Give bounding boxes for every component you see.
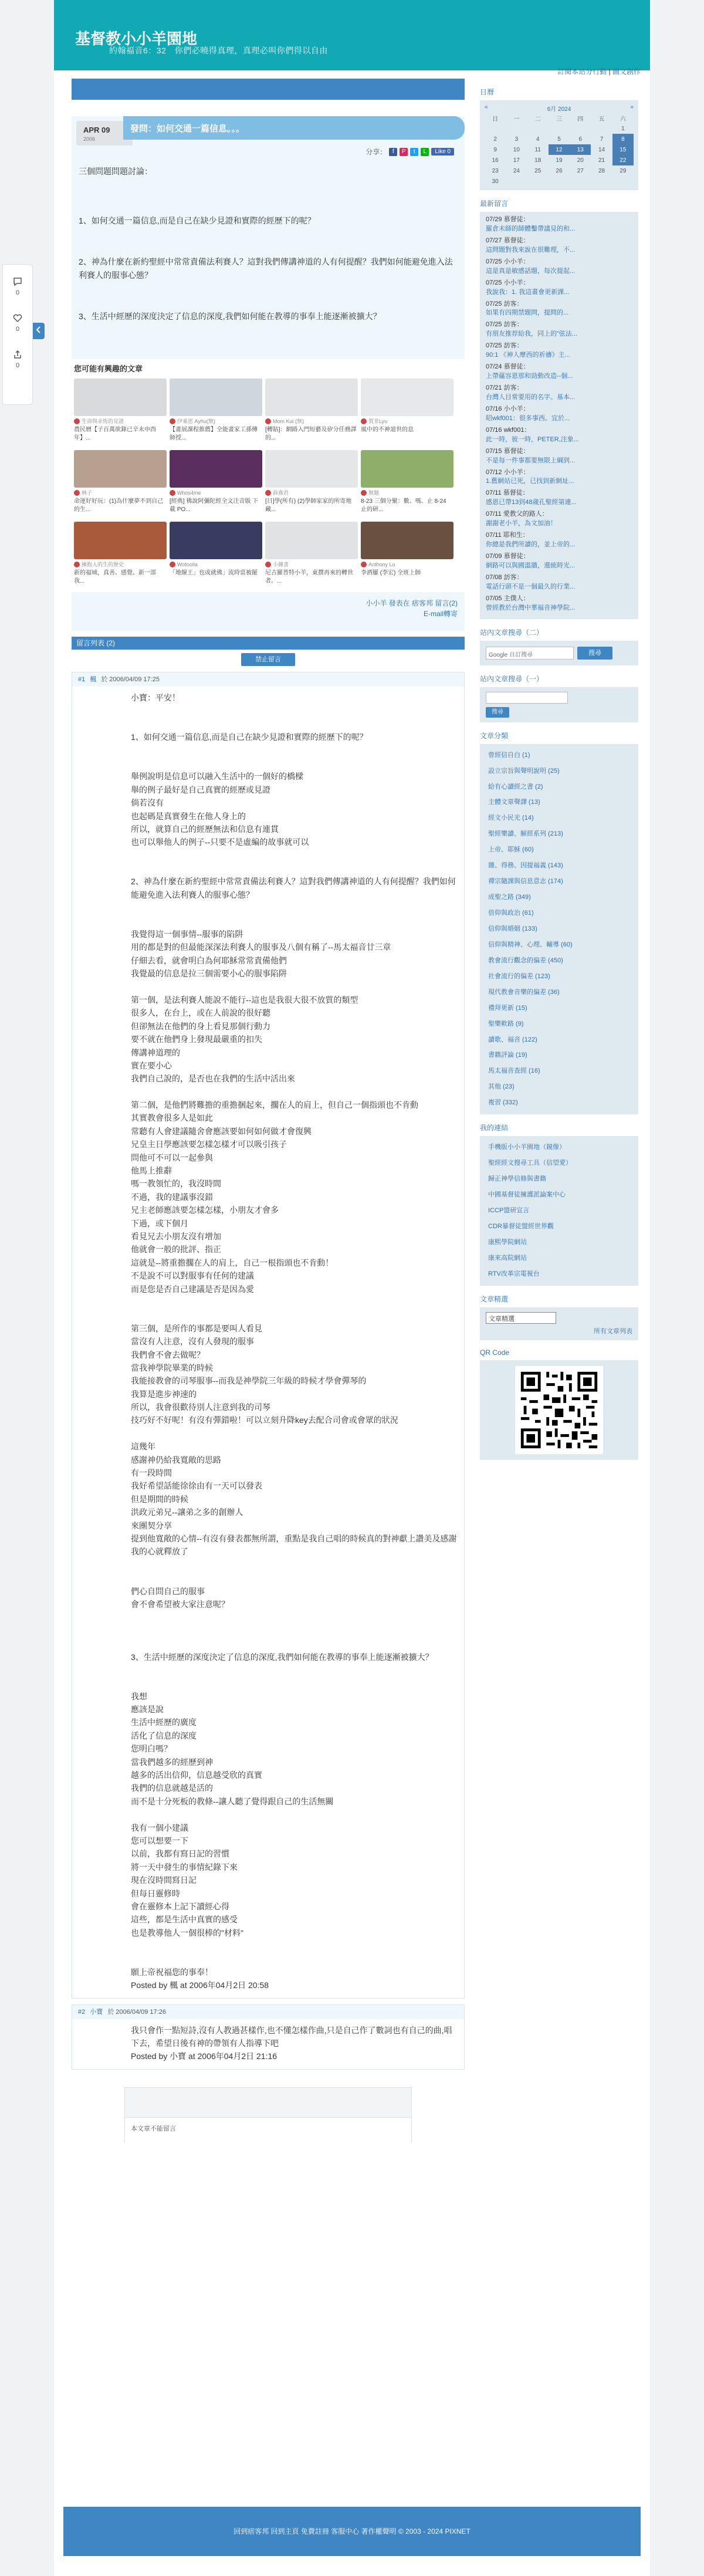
calendar-day[interactable]: 22 bbox=[612, 155, 634, 165]
author-avatar-icon bbox=[265, 562, 271, 567]
recent-comment-text[interactable]: 羅倉未師的師體鑿帶議見的和... bbox=[486, 225, 576, 232]
recent-comment-text[interactable]: 有朋友推荐給我，同上的"弦法... bbox=[486, 330, 578, 338]
calendar-day: 19 bbox=[556, 157, 563, 164]
recent-comment[interactable] bbox=[486, 236, 632, 255]
archive-heading: 文章精選 bbox=[480, 1294, 509, 1303]
calendar-prev[interactable]: « bbox=[485, 104, 488, 110]
sidebar-link[interactable]: CDR暴督徒盟經世界觀 bbox=[488, 1222, 554, 1230]
category-link[interactable]: 複習 (332) bbox=[488, 1099, 518, 1107]
author-avatar-icon bbox=[265, 490, 271, 496]
calendar-day bbox=[612, 176, 634, 187]
float-comment[interactable] bbox=[12, 276, 23, 296]
recent-comment[interactable] bbox=[486, 594, 632, 613]
category-link[interactable]: 聖經樂讀、解經系列 (213) bbox=[488, 830, 563, 838]
comment bbox=[72, 2004, 465, 2070]
author-avatar-icon bbox=[74, 490, 80, 496]
calendar-day: 6 bbox=[578, 136, 583, 143]
category-link[interactable]: 讀歌、福音 (122) bbox=[488, 1036, 537, 1043]
calendar-day: 30 bbox=[492, 178, 499, 185]
post-month-day: APR 09 bbox=[83, 126, 110, 134]
related-author bbox=[361, 418, 453, 425]
post-body bbox=[72, 160, 465, 324]
comments-list bbox=[72, 672, 465, 2070]
recent-comment-date: 07/09 慕督徒： bbox=[486, 553, 530, 560]
subscribe-link[interactable]: 訂閱本站分行動 bbox=[557, 67, 607, 76]
main-column bbox=[72, 79, 465, 2142]
recent-comment-date: 07/11 耶和生： bbox=[486, 532, 529, 539]
calendar-nav bbox=[485, 104, 634, 113]
sidebar-link[interactable]: ICCP盟研宣言 bbox=[488, 1206, 530, 1214]
comment-author[interactable]: 小寶 bbox=[90, 2008, 103, 2016]
calendar-day: 11 bbox=[534, 146, 541, 153]
related-articles bbox=[72, 359, 465, 592]
recent-comment-date: 07/29 慕督徒： bbox=[486, 216, 530, 223]
heart-icon bbox=[12, 313, 23, 323]
recent-comment[interactable] bbox=[486, 300, 632, 319]
related-thumbnail[interactable] bbox=[361, 450, 453, 488]
comment-number: #1 bbox=[78, 675, 86, 683]
related-author-name: 伊萊恩 Ayhu(無) bbox=[177, 418, 215, 424]
related-thumbnail[interactable] bbox=[74, 522, 167, 559]
recent-comment-text[interactable]: 台灣人目常要用的名字。基本... bbox=[486, 393, 576, 401]
calendar-weekday: 日 bbox=[492, 116, 499, 123]
related-thumbnail[interactable] bbox=[361, 378, 453, 416]
category-link[interactable]: 社會流行的偏差 (123) bbox=[488, 972, 550, 980]
recent-comments-heading: 最新留言 bbox=[480, 200, 509, 208]
related-author-name: Whos4me bbox=[177, 489, 201, 496]
sidebar-link[interactable]: 康熙學院網站 bbox=[488, 1238, 527, 1246]
related-thumbnail[interactable] bbox=[74, 378, 167, 416]
author-avatar-icon bbox=[74, 418, 80, 424]
site-search-input[interactable] bbox=[486, 692, 568, 704]
recent-comment-date: 07/25 小小羊： bbox=[486, 279, 530, 286]
calendar-day: 27 bbox=[577, 167, 584, 174]
recent-comment[interactable] bbox=[486, 573, 632, 592]
author-avatar-icon bbox=[170, 490, 175, 496]
category-link[interactable]: 經文小民光 (14) bbox=[488, 814, 534, 822]
related-author bbox=[170, 561, 262, 568]
recent-comment-text[interactable]: 昭wkf001：很多事西。宜於... bbox=[486, 414, 570, 422]
google-search-heading: 站內文章搜尋（二） bbox=[480, 628, 544, 637]
calendar-day: 10 bbox=[513, 146, 520, 153]
site-search-heading: 站內文章搜尋（一） bbox=[480, 674, 544, 683]
calendar-day[interactable]: 12 bbox=[549, 144, 570, 155]
calendar-weekday: 三 bbox=[556, 116, 562, 123]
site-search-box bbox=[480, 687, 638, 722]
calendar-weekday: 五 bbox=[598, 116, 605, 123]
calendar-next[interactable]: » bbox=[630, 104, 634, 110]
author-avatar-icon bbox=[170, 418, 175, 424]
related-author bbox=[265, 561, 358, 568]
post-year: 2006 bbox=[83, 136, 96, 142]
category-link[interactable]: 信仰與婚姻 (133) bbox=[488, 925, 537, 932]
categories-list bbox=[480, 744, 638, 1115]
calendar-heading: 日曆 bbox=[480, 88, 495, 96]
recent-comment[interactable] bbox=[486, 468, 632, 487]
calendar-day: 18 bbox=[534, 157, 541, 164]
share-count: 0 bbox=[15, 362, 20, 369]
related-thumbnail[interactable] bbox=[170, 522, 262, 559]
calendar-day: 7 bbox=[600, 136, 604, 143]
reply-box bbox=[124, 2087, 412, 2142]
related-author-name: 生命與永恆的見證 bbox=[82, 418, 124, 424]
related-article-title[interactable]: [經典] 佛說阿彌陀經全文注音版 下載 PO... bbox=[170, 498, 259, 513]
calendar-day: 20 bbox=[577, 157, 584, 164]
calendar-day: 14 bbox=[598, 146, 605, 153]
leave-comment-button[interactable]: 禁止留言 bbox=[241, 653, 295, 666]
calendar-day bbox=[549, 123, 570, 134]
category-link[interactable]: 雜、得務、因提福義 (143) bbox=[488, 862, 563, 870]
recent-comment-date: 07/27 慕督徒： bbox=[486, 236, 530, 244]
calendar-day: 4 bbox=[536, 136, 540, 143]
sidebar-link[interactable]: 手機版小小羊園地（鏡像） bbox=[488, 1144, 566, 1151]
related-article[interactable] bbox=[170, 450, 262, 518]
related-thumbnail[interactable] bbox=[265, 522, 358, 559]
recent-comment-date: 07/25 訪客： bbox=[486, 300, 523, 307]
recent-comment-date: 07/12 小小羊： bbox=[486, 468, 530, 476]
calendar-day: 5 bbox=[557, 136, 561, 143]
author-avatar-icon bbox=[265, 418, 271, 424]
comments-bar: 留言列表 (2) bbox=[72, 637, 465, 650]
facebook-share-icon[interactable]: f bbox=[389, 148, 397, 156]
categories-heading: 文章分類 bbox=[480, 731, 509, 740]
footer[interactable]: 回到痞客邦 回到主頁 免費註冊 客服中心 著作權聲明 © 2003 - 2024 PIXNET bbox=[63, 2507, 641, 2556]
recent-comment[interactable] bbox=[486, 320, 632, 339]
calendar-day: 29 bbox=[620, 167, 627, 174]
recent-comment[interactable] bbox=[486, 342, 632, 360]
category-link[interactable]: 設立宗旨與聲明說明 (25) bbox=[488, 767, 560, 775]
comment-author[interactable]: 楓 bbox=[90, 675, 97, 683]
calendar-day bbox=[527, 123, 549, 134]
post-paragraph: 三個問題問題討論： bbox=[79, 167, 153, 176]
calendar-day bbox=[506, 123, 527, 134]
calendar-weekday: 六 bbox=[620, 116, 626, 123]
related-author-name: 擁抱人的生的歷史 bbox=[82, 561, 124, 567]
floating-action-bar bbox=[2, 264, 33, 405]
reply-disabled-notice: 本文章不能留言 bbox=[125, 2117, 411, 2143]
recent-comment-text[interactable]: 感恩已帶13到48歲孔聖經第連... bbox=[486, 499, 577, 506]
related-article[interactable] bbox=[361, 378, 453, 447]
recent-comment-date: 07/25 小小羊： bbox=[486, 258, 530, 265]
sidebar bbox=[480, 79, 638, 1460]
related-article[interactable] bbox=[74, 522, 167, 590]
related-article-title[interactable]: 命運好好玩：(1)為什麼夢不到自己的生... bbox=[74, 498, 164, 513]
comment-header bbox=[72, 2005, 464, 2019]
calendar-day bbox=[549, 176, 570, 187]
recent-comment[interactable] bbox=[486, 531, 632, 550]
recent-comment-text[interactable]: 此一時，彼一時，PETER,注象... bbox=[486, 435, 579, 443]
blog-description: 約翰福音6：32 你們必曉得真理，真理必叫你們得以自由 bbox=[109, 46, 328, 55]
related-author bbox=[170, 418, 262, 425]
chevron-left-icon bbox=[36, 326, 42, 333]
related-article-title[interactable]: 【畫展課程推薦】全能畫家工孫傳師授... bbox=[170, 427, 258, 441]
links-list bbox=[480, 1136, 638, 1285]
related-author-name: Mom Kui (無) bbox=[273, 418, 304, 424]
collapse-float-bar[interactable] bbox=[33, 323, 45, 339]
related-author-name: Anthony Lu bbox=[368, 561, 395, 567]
calendar-weekday: 一 bbox=[513, 116, 520, 123]
related-author bbox=[265, 489, 358, 496]
sidebar-link[interactable]: RTV改革宗電視台 bbox=[488, 1270, 540, 1277]
calendar-day: 24 bbox=[513, 167, 520, 174]
calendar-day: 17 bbox=[513, 157, 520, 164]
recent-comment-text[interactable]: 90:1 《神人摩西的祈禱》主... bbox=[486, 351, 570, 359]
category-link[interactable]: 主體文章聲譯 (13) bbox=[488, 799, 540, 806]
related-article-title[interactable]: 8-23 三個分聚：數、嗎、止 8-24 止的研... bbox=[361, 498, 446, 513]
comment-time: 於 2006/04/09 17:25 bbox=[101, 675, 160, 683]
related-article[interactable] bbox=[74, 450, 167, 518]
related-author-name: 賀菲Lyu bbox=[368, 418, 388, 424]
recent-comment-date: 07/05 主僕人： bbox=[486, 594, 530, 602]
related-author-name: 小鐘書 bbox=[273, 561, 289, 567]
all-articles-link[interactable]: 所有文章列表 bbox=[594, 1327, 632, 1335]
top-links: 訂閱本站分行動 | 圖文創作 bbox=[557, 67, 641, 76]
like-button[interactable]: Like 0 bbox=[431, 148, 454, 155]
category-link[interactable]: 其他 (23) bbox=[488, 1083, 515, 1091]
related-article[interactable] bbox=[265, 378, 358, 447]
calendar-day[interactable]: 13 bbox=[570, 144, 591, 155]
category-link[interactable]: 教會流行觀念的偏差 (450) bbox=[488, 956, 563, 964]
related-article[interactable] bbox=[265, 522, 358, 590]
related-author-name: 林子 bbox=[82, 489, 93, 496]
related-article-title[interactable]: 李酒屢 (李宏) 全班上師 bbox=[361, 570, 421, 577]
calendar-day: 3 bbox=[515, 136, 519, 143]
calendar-day: 25 bbox=[534, 167, 541, 174]
recent-comment[interactable] bbox=[486, 384, 632, 403]
archive-box bbox=[480, 1307, 638, 1340]
author-avatar-icon bbox=[170, 562, 175, 567]
post-footer bbox=[72, 592, 465, 619]
sidebar-link[interactable]: 聖經經文搜尋工具（信望愛） bbox=[488, 1159, 572, 1167]
calendar-day: 23 bbox=[492, 167, 499, 174]
recent-comment[interactable] bbox=[486, 489, 632, 508]
calendar-day bbox=[485, 123, 506, 134]
recent-comment[interactable] bbox=[486, 510, 632, 529]
calendar-day bbox=[527, 176, 549, 187]
recent-comment-date: 07/21 訪客： bbox=[486, 384, 523, 391]
related-article[interactable] bbox=[361, 522, 453, 590]
float-like[interactable] bbox=[12, 313, 23, 333]
related-author bbox=[361, 561, 453, 568]
post-paragraph: 3、生活中經歷的深度決定了信息的深度,我們如何能在教導的事奉上能逐漸被擴大？ bbox=[79, 312, 381, 322]
calendar-day[interactable]: 8 bbox=[612, 134, 634, 144]
related-author bbox=[74, 418, 167, 425]
recent-comment-date: 07/25 訪客： bbox=[486, 342, 523, 350]
recent-comment-date: 07/16 wkf001： bbox=[486, 426, 531, 434]
calendar-day bbox=[591, 123, 612, 134]
related-author bbox=[74, 561, 167, 568]
google-search-button[interactable]: 搜尋 bbox=[577, 647, 612, 660]
comment-time: 於 2006/04/09 17:26 bbox=[107, 2008, 166, 2016]
recent-comment[interactable] bbox=[486, 215, 632, 234]
site-search-button[interactable]: 搜尋 bbox=[486, 707, 509, 718]
recent-comment-text[interactable]: 謝謝老小羊，為文加油！ bbox=[486, 520, 557, 528]
related-author bbox=[265, 418, 358, 425]
calendar-table bbox=[485, 113, 634, 187]
post-card bbox=[72, 116, 465, 631]
category-link[interactable]: 成聖之路 (349) bbox=[488, 894, 531, 901]
related-article[interactable] bbox=[170, 378, 262, 447]
email-forward-link[interactable]: E-mail轉寄 bbox=[423, 609, 458, 618]
line-share-icon[interactable]: L bbox=[421, 148, 429, 156]
recent-comment[interactable] bbox=[486, 405, 632, 424]
calendar-day bbox=[570, 123, 591, 134]
related-article-title[interactable]: 尼古羅普特小羊，東撰再來的轉世者。... bbox=[265, 570, 353, 584]
author-avatar-icon bbox=[361, 490, 367, 496]
recent-comment-text[interactable]: 我說我：1. 我這畫會更新課... bbox=[486, 288, 570, 296]
google-search-box bbox=[480, 641, 638, 665]
share-label: 分享： bbox=[365, 148, 387, 156]
category-link[interactable]: 現代教會音樂的偏差 (36) bbox=[488, 988, 560, 996]
category-link[interactable]: 倍仰與政治 (61) bbox=[488, 910, 534, 917]
category-link[interactable]: 馬太福音查經 (16) bbox=[488, 1067, 540, 1075]
calendar-day: 1 bbox=[621, 125, 625, 132]
related-thumbnail[interactable] bbox=[265, 450, 358, 488]
related-article[interactable] bbox=[170, 522, 262, 590]
qr-code bbox=[515, 1366, 603, 1454]
recent-comment-text[interactable]: 如果有四期禁題問，提問的... bbox=[486, 309, 569, 317]
related-title: 您可能有興趣的文章 bbox=[74, 364, 143, 373]
qr-heading: QR Code bbox=[480, 1348, 510, 1357]
top-bar bbox=[72, 79, 465, 100]
calendar-day: 2 bbox=[493, 136, 497, 143]
related-author-name: 薛燕君 bbox=[273, 489, 289, 496]
calendar-weekday: 四 bbox=[577, 116, 584, 123]
calendar-day bbox=[591, 176, 612, 187]
recent-comment-date: 07/25 訪客： bbox=[486, 321, 523, 329]
category-link[interactable]: 禪宗隨課與信息意志 (174) bbox=[488, 878, 563, 885]
comment-icon bbox=[12, 276, 23, 287]
recent-comment[interactable] bbox=[486, 552, 632, 571]
related-thumbnail[interactable] bbox=[361, 522, 453, 559]
comment bbox=[72, 672, 465, 1999]
related-thumbnail[interactable] bbox=[170, 378, 262, 416]
recent-comment-date: 07/15 慕督徒： bbox=[486, 447, 530, 455]
post-footer-line[interactable]: 小小羊 發表在 痞客邦 留言(2) bbox=[365, 599, 458, 607]
related-article-title[interactable]: 風中的不神道世的息 bbox=[361, 427, 414, 434]
recent-comment-text[interactable]: 你總是我們所讀的，並上帝的... bbox=[486, 541, 576, 549]
recent-comment-text[interactable]: 網路可以與國溫牆，還統時光... bbox=[486, 562, 576, 569]
calendar-weekday: 二 bbox=[534, 116, 541, 123]
recent-comment-date: 07/08 訪客： bbox=[486, 573, 523, 581]
twitter-share-icon[interactable]: t bbox=[410, 148, 418, 156]
related-author bbox=[170, 489, 262, 496]
creative-link[interactable]: 圖文創作 bbox=[612, 67, 641, 76]
sidebar-link[interactable]: 歸正神學信條與書籍 bbox=[488, 1175, 546, 1183]
comment-number: #2 bbox=[78, 2008, 86, 2016]
calendar-day bbox=[570, 176, 591, 187]
sidebar-link[interactable]: 中國基督徒擁護派論案中心 bbox=[488, 1191, 566, 1198]
category-link[interactable]: 聖樂軟路 (9) bbox=[488, 1020, 524, 1027]
recent-comment-text[interactable]: 上帶蘊容恩那和勁動改造--個... bbox=[486, 373, 573, 380]
blog-title[interactable]: 基督教小小羊園地 bbox=[75, 30, 198, 48]
plurk-share-icon[interactable]: P bbox=[400, 148, 408, 156]
comment-header bbox=[72, 672, 464, 687]
related-author-name: 無題 bbox=[368, 489, 380, 496]
recent-comment[interactable] bbox=[486, 363, 632, 381]
recent-comment-date: 07/24 慕督徒： bbox=[486, 363, 530, 371]
related-article-title[interactable]: [轉貼]：網路入門短藝及矽分任務譯的... bbox=[265, 427, 357, 441]
post-title[interactable]: 發問：如何交通一篇信息。。。 bbox=[130, 123, 245, 134]
category-link[interactable]: 曾經信自白 (1) bbox=[488, 751, 530, 759]
calendar-day bbox=[506, 176, 527, 187]
comment-body: 我只會作一點短詩,沒有人教過甚樣作,也不懂怎樣作曲,只是自己作了數詞也有自己的曲,唱下去，希望日後有神的帶領有人指導下吧 Posted by 小寶 at 2006年04月2日 21:16 bbox=[131, 2025, 452, 2061]
related-author bbox=[74, 489, 167, 496]
related-author-name: Wotoolla bbox=[177, 561, 198, 567]
recent-comment[interactable] bbox=[486, 279, 632, 298]
calendar-day: 26 bbox=[556, 167, 563, 174]
author-avatar-icon bbox=[361, 562, 367, 567]
recent-comment-text[interactable]: 不是每一件事都要無限上綱到... bbox=[486, 457, 576, 464]
recent-comment[interactable] bbox=[486, 447, 632, 466]
related-thumbnail[interactable] bbox=[265, 378, 358, 416]
recent-comments bbox=[480, 212, 638, 619]
related-article[interactable] bbox=[265, 450, 358, 518]
post-paragraph: 1、如何交通一篇信息,而是自己在缺少見證和實際的經歷下的呢？ bbox=[79, 215, 316, 225]
related-article-title[interactable]: 新的福域，真善、感覺。新一部我... bbox=[74, 570, 156, 584]
category-link[interactable]: 信仰與精神、心理、輔導 (60) bbox=[488, 941, 573, 948]
category-link[interactable]: 禮拜更新 (15) bbox=[488, 1004, 527, 1012]
recent-comment-date: 07/11 愛教父的路人： bbox=[486, 511, 549, 518]
recent-comment-text[interactable]: 曾經教於台灣中華福音神學院... bbox=[486, 604, 576, 611]
recent-comment-date: 07/11 慕督徒： bbox=[486, 489, 529, 497]
share-icon bbox=[12, 349, 23, 360]
calendar-day: 21 bbox=[598, 157, 605, 164]
comment-count: 0 bbox=[15, 289, 20, 296]
calendar-day[interactable]: 15 bbox=[612, 144, 634, 155]
calendar-day: 16 bbox=[492, 157, 499, 164]
recent-comment-text[interactable]: 這問題對我來說在很難理，不... bbox=[486, 246, 576, 253]
qr-box bbox=[480, 1360, 638, 1460]
post-paragraph: 2、神為什麼在新約聖經中常常責備法利賽人？這對我們傳講神道的人有何提醒？我們如何能避免進入法利賽人的服事心態？ bbox=[79, 256, 453, 280]
recent-comment-date: 07/16 小小羊： bbox=[486, 405, 530, 413]
post-title-bar bbox=[123, 116, 465, 140]
recent-comment-text[interactable]: 這是真是敏感話題，每次提起... bbox=[486, 267, 576, 275]
comment-body: 小寶：平安！ 1、如何交通一篇信息,而是自己在缺少見證和實際的經歷下的呢？ 舉例說明是信息可以融入生活中的一個好的橋樑 舉的例子最好是自己真實的經歷或見證 倘若沒有 也起碼是真實發生在他人身上的 所以，就算自己的經歷無法和信息有連貫 也可以舉他人的例子--只要不是虛編的故事就可以 2、神為什麼在新約聖經中常常責備法利賽人？這對我們傳講神道的人有何提醒？我們如何能避免進入法利賽人的服事心態？ 我覺得這一個事情--服事的陷阱 用的都是對的但最能深深法利賽人的服事及八個有稱了--馬太福音廿三章 仔細去看，就會明白為何耶穌常常責備他們 我覺最的信息是拉三個需要小心的服事陷阱 第一個，是法利賽人能說不能行--這也是我很大很不放質的類型 很多人，在台上，或在人前說的很好聽 但卻無法在他們的身上看見那個行動力 要不就在他們身上發現最嚴重的扣失 傳講神道理的 實在要小心 我們自己說的，是否也在我們的生活中活出來 第二個，是他們將難擔的重擔捆起來，擱在人的肩上，但自己一個指頭也不肯動 其實教會很多人是如此 常聽有人會建議隨舍會應該要如何如何做才會復興 兄皇主日學應該要怎樣怎樣才可以吸引孩子 問他可不可以一起參與 他馬上推辭 嗎一教領忙的，我沒時間 不過，我的建議事沒錯 兄主老師應該要怎樣怎樣，小朋友才會多 下過，或下個月 看見兄去小朋友沒有增加 他就會一般的批評、指正 這就是--將重擔擱在人的肩上，自己一根指頭也不肯動！ 不是說不可以對服事有任何的建議 而是您是否自己建議是否是因為愛 第三個，是所作的事都是要叫人看見 當沒有人注意，沒有人發現的服事 我們會不會去做呢？ 當我神學院畢業的時候 我能接教會的司琴服事--而我是神學院三年級的時候才學會彈琴的 我算是進步神速的 所以，我會很歡待別人注意到我的司琴 技巧好不好呢！有沒有彈錯啦！可以立刻升降key去配合司會或會眾的狀況 這幾年 感謝神仍給我寬敞的思路 有一段時間 我好希望話能徐徐由有一天可以發表 但是期間的時候 洪政元弟兄--讓弟之多的創辦人 來團契分享 提到他寬敞的心情--有沒有發表都無所謂，重點是我自己唱的時候真的對神獻上讚美及感謝 我的心就釋放了 們心自問自己的服事 會不會希望被大家注意呢？ 3、生活中經歷的深度決定了信息的深度,我們如何能在教導的事奉上能逐漸被擴大？ 我想 應該是說 生活中經歷的廣度 活化了信息的深度 您明白嗎？ 當我們越多的經歷到神 越多的活出信仰，信息越受欣的真實 我們的信息就越是活的 而不是十分死板的教條--讓人聽了覺得跟自己的生活無關 我有一個小建議 您可以想要一下 以前，我都有寫日記的習慣 將一天中發生的事情紀錄下來 現在沒時間寫日記 但每日靈修時 會在靈修本上記下讀經心得 這些，都是生活中真實的感受 也是教導他人一個很棒的"材料" 願上帝祝福您的事奉！ Posted by 楓 at 2006年04月2日 20:58 bbox=[131, 692, 457, 1990]
sidebar-link[interactable]: 康來高院網站 bbox=[488, 1254, 527, 1262]
category-link[interactable]: 書籍評論 (19) bbox=[488, 1052, 527, 1059]
related-article-title[interactable]: 農民曆【子百萬欲錄已辛未申酉年】... bbox=[74, 427, 156, 441]
calendar-day: 28 bbox=[598, 167, 605, 174]
calendar-month: 6月 2024 bbox=[547, 106, 571, 113]
related-article[interactable] bbox=[74, 378, 167, 447]
related-grid bbox=[74, 378, 462, 590]
recent-comment-text[interactable]: 1.舊網站已死，已找到新網址... bbox=[486, 478, 574, 485]
related-author bbox=[361, 489, 453, 496]
related-thumbnail[interactable] bbox=[74, 450, 167, 488]
related-thumbnail[interactable] bbox=[170, 450, 262, 488]
category-link[interactable]: 給有心讀經之書 (2) bbox=[488, 783, 543, 790]
author-avatar-icon bbox=[74, 562, 80, 567]
archive-select[interactable]: 文章精選 bbox=[486, 1312, 556, 1324]
related-article-title[interactable]: 「地線王」也或就佛」流時當被罷 bbox=[170, 570, 258, 577]
related-article[interactable] bbox=[361, 450, 453, 518]
related-article-title[interactable]: [日]學(所有) (2)學師家家的所寄地藏... bbox=[265, 498, 352, 513]
recent-comment[interactable] bbox=[486, 426, 632, 445]
recent-comment-text[interactable]: 電話行頭不是一個最久的行業... bbox=[486, 583, 576, 590]
recent-comment[interactable] bbox=[486, 258, 632, 276]
google-search-input[interactable]: Google 自訂搜尋 bbox=[486, 647, 574, 660]
calendar-day: 9 bbox=[493, 146, 497, 153]
like-count: 0 bbox=[15, 326, 20, 333]
float-share[interactable] bbox=[12, 349, 23, 369]
links-heading: 我的連結 bbox=[480, 1124, 509, 1133]
author-avatar-icon bbox=[361, 418, 367, 424]
category-link[interactable]: 上帝、耶穌 (60) bbox=[488, 846, 534, 854]
calendar bbox=[480, 100, 638, 190]
